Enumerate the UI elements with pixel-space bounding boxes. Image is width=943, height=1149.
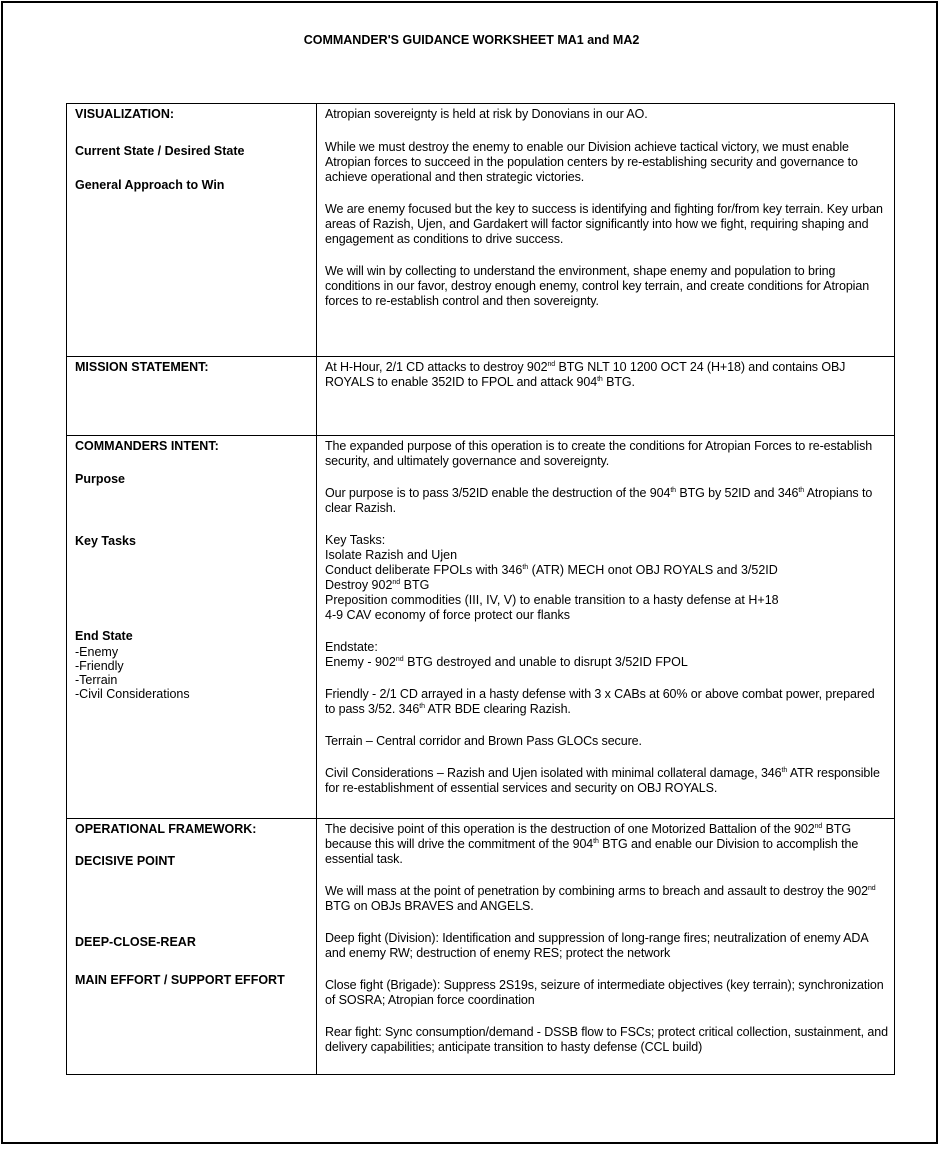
key-task-2: Conduct deliberate FPOLs with 346th (ATR) MECH onot OBJ ROYALS and 3/52ID xyxy=(325,563,778,577)
end-state-label: End State xyxy=(75,629,133,643)
visualization-content-cell xyxy=(317,104,895,357)
mission-label-cell xyxy=(67,357,317,436)
key-task-3: Destroy 902nd BTG xyxy=(325,578,430,592)
framework-mass-text: We will mass at the point of penetration by combining arms to breach and assault to destroy the 902nd BTG on OBJs BRAVES and ANGELS. xyxy=(325,884,876,913)
general-approach-label: General Approach to Win xyxy=(75,178,225,192)
endstate-friendly-text: Friendly - 2/1 CD arrayed in a hasty defense with 3 x CABs at 60% or above combat power, prepared to pass 3/52. 346th ATR BDE clearing Razish. xyxy=(325,687,875,716)
end-state-enemy: -Enemy xyxy=(75,645,119,659)
visualization-p4: We will win by collecting to understand the environment, shape enemy and population to bring conditions in our favor, destroy enough enemy, control key terrain, and create conditions for Atropian forces to re-establish control and then sovereignty. xyxy=(325,264,870,308)
end-state-friendly: -Friendly xyxy=(75,659,124,673)
deep-close-rear-label: DEEP-CLOSE-REAR xyxy=(75,935,196,949)
intent-expanded-purpose: The expanded purpose of this operation is to create the conditions for Atropian Forces to re-establish security, and ultimately governance and sovereignty. xyxy=(325,439,873,468)
end-state-terrain: -Terrain xyxy=(75,673,118,687)
current-desired-state-label: Current State / Desired State xyxy=(75,144,245,158)
framework-deep-fight: Deep fight (Division): Identification and suppression of long-range fires; neutralization of enemy ADA and enemy RW; destruction of enemy RES; protect the network xyxy=(325,931,868,960)
mission-content-cell xyxy=(317,357,895,436)
framework-label-cell xyxy=(67,819,317,1075)
intent-purpose-text: Our purpose is to pass 3/52ID enable the destruction of the 904th BTG by 52ID and 346th Atropians to clear Razish. xyxy=(325,486,873,515)
framework-content-cell xyxy=(317,819,895,1075)
intent-content-cell xyxy=(317,436,895,819)
table-row-intent xyxy=(67,436,895,819)
end-state-civil: -Civil Considerations xyxy=(75,687,190,701)
mission-statement-text: At H-Hour, 2/1 CD attacks to destroy 902nd BTG NLT 10 1200 OCT 24 (H+18) and contains OBJ ROYALS to enable 352ID to FPOL and attack 904th BTG. xyxy=(325,360,846,389)
framework-rear-fight: Rear fight: Sync consumption/demand - DSSB flow to FSCs; protect critical collection, sustainment, and delivery capabilities; anticipate transition to hasty defense (CCL build) xyxy=(325,1025,888,1054)
visualization-p2: While we must destroy the enemy to enable our Division achieve tactical victory, we must enable Atropian forces to succeed in the population centers by re-establishing security and governance to achieve operational and then strategic victories. xyxy=(325,140,858,184)
table-row-visualization xyxy=(67,104,895,357)
visualization-heading: VISUALIZATION: xyxy=(75,107,175,121)
key-task-1: Isolate Razish and Ujen xyxy=(325,548,458,562)
intent-label-cell xyxy=(67,436,317,819)
key-task-4: Preposition commodities (III, IV, V) to enable transition to a hasty defense at H+18 xyxy=(325,593,779,607)
decisive-point-label: DECISIVE POINT xyxy=(75,854,176,868)
endstate-terrain-text: Terrain – Central corridor and Brown Pass GLOCs secure. xyxy=(325,734,642,748)
key-task-5: 4-9 CAV economy of force protect our flanks xyxy=(325,608,571,622)
framework-heading: OPERATIONAL FRAMEWORK: xyxy=(75,822,257,836)
endstate-enemy-text: Enemy - 902nd BTG destroyed and unable to disrupt 3/52ID FPOL xyxy=(325,655,688,669)
endstate-title: Endstate: xyxy=(325,640,378,654)
framework-close-fight: Close fight (Brigade): Suppress 2S19s, seizure of intermediate objectives (key terrain); synchronization of SOSRA; Atropian force coordination xyxy=(325,978,884,1007)
intent-heading: COMMANDERS INTENT: xyxy=(75,439,219,453)
table-row-framework xyxy=(67,819,895,1075)
purpose-label: Purpose xyxy=(75,472,126,486)
visualization-label-cell xyxy=(67,104,317,357)
key-tasks-title: Key Tasks: xyxy=(325,533,386,547)
visualization-p3: We are enemy focused but the key to success is identifying and fighting for/from key terrain. Key urban areas of Razish, Ujen, and Gardakert will factor significantly into how we fight, requiring shaping and engagement as conditions to drive success. xyxy=(325,202,883,246)
framework-decisive-text: The decisive point of this operation is the destruction of one Motorized Battalion of the 902nd BTG because this will drive the commitment of the 904th BTG and enable our Division to accomplish the essential task. xyxy=(325,822,859,866)
main-support-effort-label: MAIN EFFORT / SUPPORT EFFORT xyxy=(75,973,285,987)
guidance-table xyxy=(66,103,895,1075)
key-tasks-label: Key Tasks xyxy=(75,534,136,548)
mission-heading: MISSION STATEMENT: xyxy=(75,360,209,374)
endstate-civil-text: Civil Considerations – Razish and Ujen isolated with minimal collateral damage, 346th ATR responsible for re-establishment of essential services and security on OBJ ROYALS. xyxy=(325,766,880,795)
visualization-p1: Atropian sovereignty is held at risk by Donovians in our AO. xyxy=(325,107,648,121)
document-title: COMMANDER'S GUIDANCE WORKSHEET MA1 and MA2 xyxy=(303,33,640,47)
table-row-mission xyxy=(67,357,895,436)
